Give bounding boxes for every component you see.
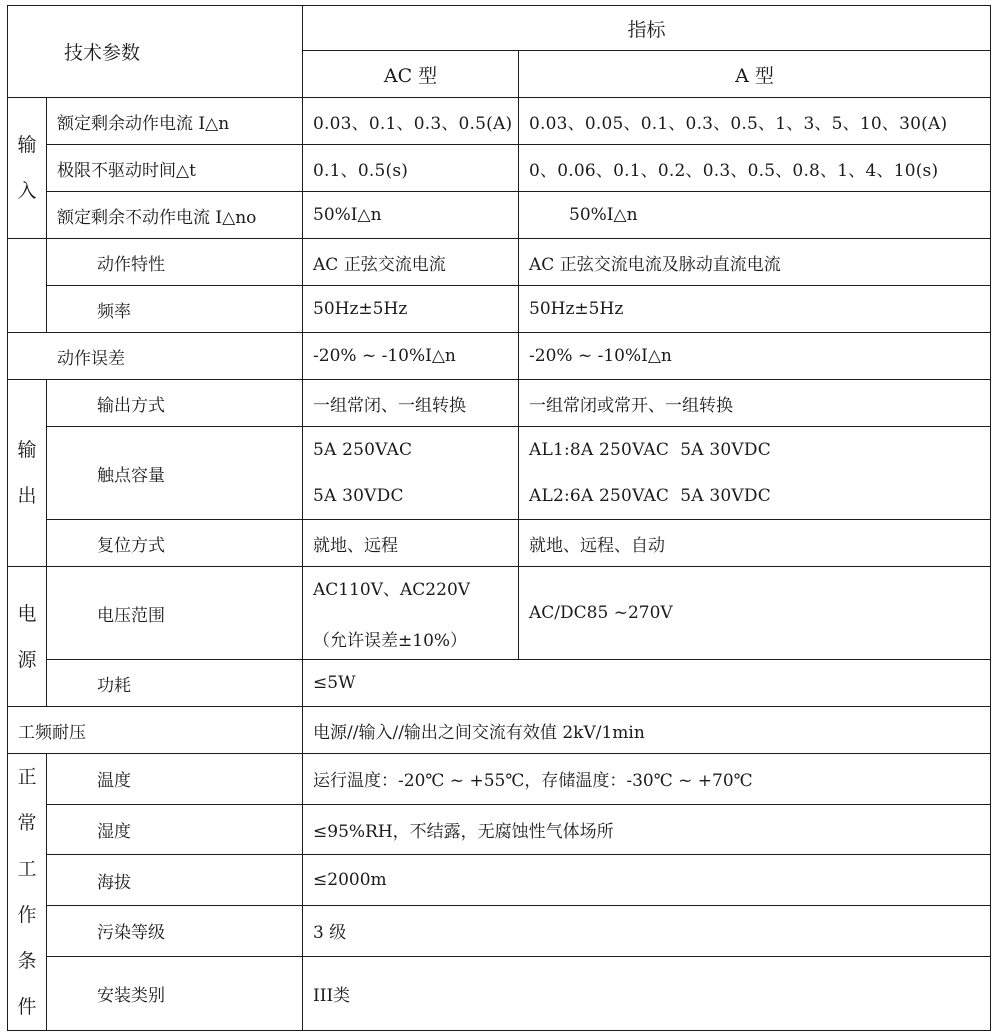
table-row (8, 804, 991, 855)
param-name: 输出方式 (47, 380, 303, 427)
a-value: AL1:8A 250VAC 5A 30VDC AL2:6A 250VAC 5A 30VDC (519, 427, 991, 520)
table-row (8, 956, 991, 1030)
param-name: 工频耐压 (8, 707, 303, 754)
a-value: 0、0.06、0.1、0.2、0.3、0.5、0.8、1、4、10(s) (519, 145, 991, 192)
a-value: 50Hz±5Hz (519, 286, 991, 333)
ac-value: 一组常闭、一组转换 (303, 380, 519, 427)
table-row (8, 333, 991, 380)
table-row (8, 567, 991, 660)
value: ≤5W (303, 660, 991, 707)
value: III类 (303, 956, 991, 1030)
a-value: AC 正弦交流电流及脉动直流电流 (519, 239, 991, 286)
table-row (8, 380, 991, 427)
table-row (8, 660, 991, 707)
header-param: 技术参数 (8, 6, 303, 98)
param-name: 电压范围 (47, 567, 303, 660)
param-name: 湿度 (47, 804, 303, 855)
ac-value: 5A 250VAC 5A 30VDC (303, 427, 519, 520)
table-row (8, 707, 991, 754)
ac-value: 就地、远程 (303, 520, 519, 567)
ac-value: 0.03、0.1、0.3、0.5(A) (303, 98, 519, 145)
param-name: 极限不驱动时间△t (47, 145, 303, 192)
group-input-cont (8, 239, 47, 286)
group-output: 输 出 (8, 380, 47, 567)
table-row (8, 286, 991, 333)
table-row (8, 98, 991, 145)
param-name: 额定剩余动作电流 I△n (47, 98, 303, 145)
param-name: 频率 (47, 286, 303, 333)
group-input: 输 入 (8, 98, 47, 239)
value: ≤2000m (303, 855, 991, 906)
header-a-type: A 型 (519, 51, 991, 98)
table-row (8, 145, 991, 192)
ac-value: AC 正弦交流电流 (303, 239, 519, 286)
param-name: 触点容量 (47, 427, 303, 520)
table-row (8, 192, 991, 239)
a-value: AC/DC85 ~270V (519, 567, 991, 660)
param-name: 额定剩余不动作电流 I△no (47, 192, 303, 239)
table-row (8, 754, 991, 805)
value: 电源//输入//输出之间交流有效值 2kV/1min (303, 707, 991, 754)
ac-value: 0.1、0.5(s) (303, 145, 519, 192)
group-power: 电 源 (8, 567, 47, 707)
ac-value: 50%I△n (303, 192, 519, 239)
param-name: 功耗 (47, 660, 303, 707)
value: ≤95%RH，不结露，无腐蚀性气体场所 (303, 804, 991, 855)
header-spec: 指标 (303, 6, 991, 51)
value: 3 级 (303, 905, 991, 956)
ac-value: -20% ~ -10%I△n (303, 333, 519, 380)
a-value: 一组常闭或常开、一组转换 (519, 380, 991, 427)
ac-value: 50Hz±5Hz (303, 286, 519, 333)
table-row (8, 239, 991, 286)
table-row (8, 855, 991, 906)
param-name: 污染等级 (47, 905, 303, 956)
param-name: 动作误差 (8, 333, 303, 380)
table-row (8, 427, 991, 520)
group-input-cont (8, 286, 47, 333)
a-value: 50%I△n (519, 192, 991, 239)
a-value: -20% ~ -10%I△n (519, 333, 991, 380)
header-ac-type: AC 型 (303, 51, 519, 98)
a-value: 就地、远程、自动 (519, 520, 991, 567)
a-value: 0.03、0.05、0.1、0.3、0.5、1、3、5、10、30(A) (519, 98, 991, 145)
param-name: 安装类别 (47, 956, 303, 1030)
group-conditions: 正 常 工 作 条 件 (8, 754, 47, 1031)
param-name: 温度 (47, 754, 303, 805)
param-name: 动作特性 (47, 239, 303, 286)
ac-value: AC110V、AC220V （允许误差±10%） (303, 567, 519, 660)
value: 运行温度：-20℃ ~ +55℃，存储温度：-30℃ ~ +70℃ (303, 754, 991, 805)
table-row (8, 520, 991, 567)
param-name: 海拔 (47, 855, 303, 906)
spec-table (7, 5, 991, 1031)
param-name: 复位方式 (47, 520, 303, 567)
header-row (8, 6, 991, 51)
table-row (8, 905, 991, 956)
